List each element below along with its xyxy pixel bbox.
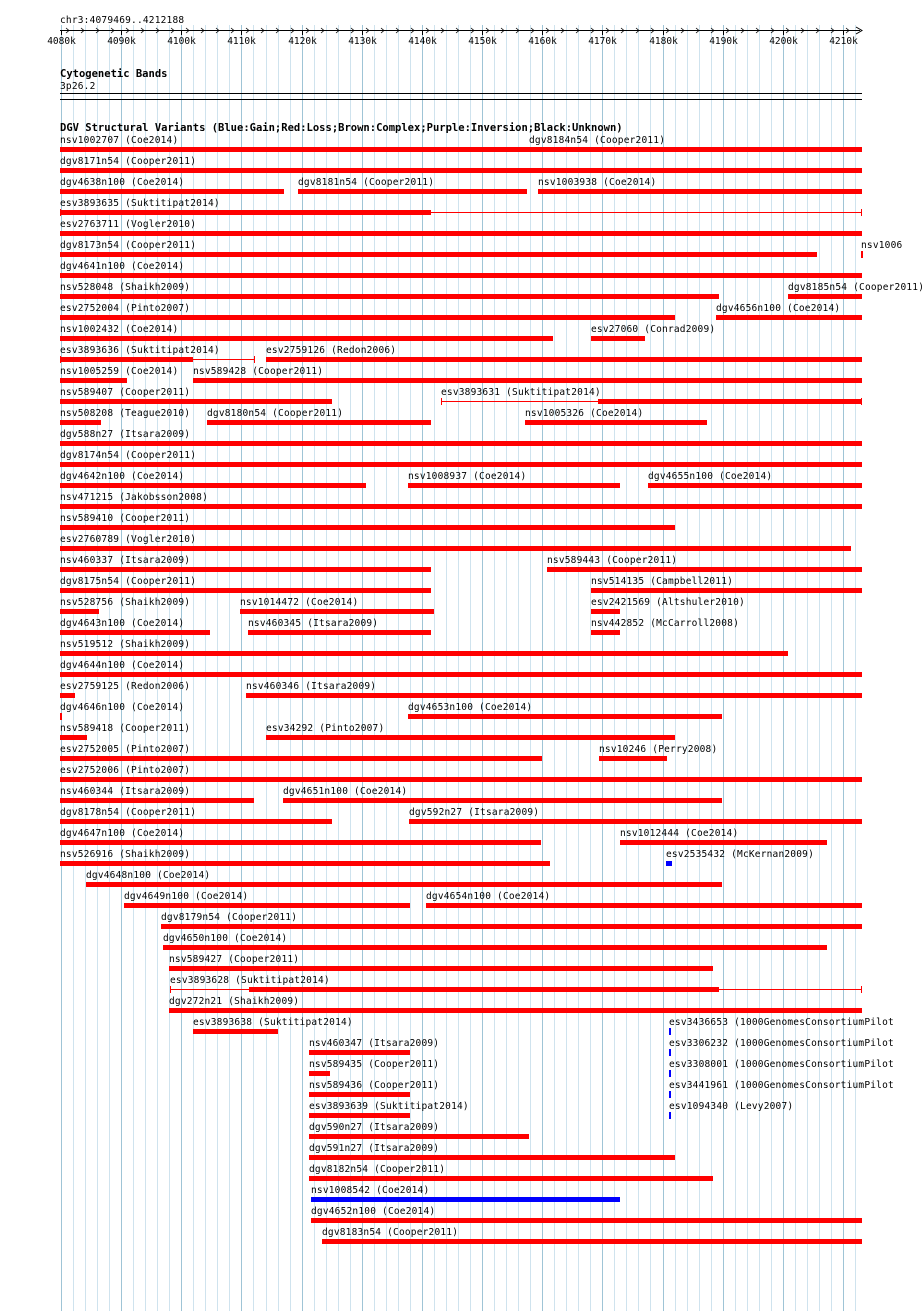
sv-feature-bar[interactable]: [620, 840, 827, 845]
sv-feature-label[interactable]: esv2535432 (McKernan2009): [666, 849, 814, 860]
sv-feature-bar[interactable]: [60, 713, 62, 720]
sv-feature-end-tick: [861, 398, 862, 405]
sv-feature-bar[interactable]: [311, 1197, 620, 1202]
sv-feature-label[interactable]: nsv10246 (Perry2008): [599, 744, 718, 755]
sv-feature-bar[interactable]: [669, 1028, 671, 1035]
sv-feature-bar[interactable]: [408, 714, 723, 719]
sv-feature-label[interactable]: dgv8178n54 (Cooper2011): [60, 807, 197, 818]
sv-feature-label[interactable]: dgv4655n100 (Coe2014): [648, 471, 773, 482]
sv-feature-bar[interactable]: [529, 147, 862, 152]
sv-feature-label[interactable]: dgv8179n54 (Cooper2011): [161, 912, 298, 923]
sv-feature-bar[interactable]: [60, 231, 862, 236]
sv-feature-bar[interactable]: [666, 861, 672, 866]
sv-feature-bar[interactable]: [60, 273, 862, 278]
sv-feature-label[interactable]: nsv589410 (Cooper2011): [60, 513, 191, 524]
sv-feature-label[interactable]: dgv4656n100 (Coe2014): [716, 303, 841, 314]
sv-feature-bar[interactable]: [60, 672, 862, 677]
sv-feature-label[interactable]: nsv1005259 (Coe2014): [60, 366, 179, 377]
coordinate-ruler[interactable]: [0, 0, 890, 60]
sv-feature-bar[interactable]: [788, 294, 862, 299]
sv-feature-bar[interactable]: [322, 1239, 862, 1244]
sv-feature-bar[interactable]: [716, 315, 862, 320]
sv-feature-bar[interactable]: [861, 251, 863, 258]
sv-feature-label[interactable]: esv3893639 (Suktitipat2014): [309, 1101, 469, 1112]
sv-feature-bar[interactable]: [161, 924, 862, 929]
sv-feature-label[interactable]: esv2759125 (Redon2006): [60, 681, 191, 692]
sv-feature-bar[interactable]: [60, 567, 431, 572]
ruler-tick-label: 4210k: [829, 36, 858, 47]
ruler-tick-label: 4190k: [709, 36, 738, 47]
ruler-tick-label: 4140k: [408, 36, 437, 47]
ruler-tick-label: 4200k: [769, 36, 798, 47]
sv-feature-label[interactable]: esv3436653 (1000GenomesConsortiumPilot: [669, 1017, 894, 1028]
sv-feature-bar[interactable]: [60, 483, 366, 488]
sv-feature-label[interactable]: nsv460347 (Itsara2009): [309, 1038, 440, 1049]
sv-feature-bar[interactable]: [60, 441, 862, 446]
sv-feature-bar[interactable]: [60, 336, 553, 341]
sv-feature-bar[interactable]: [193, 378, 862, 383]
sv-feature-bar[interactable]: [60, 630, 210, 635]
sv-feature-label[interactable]: esv3893628 (Suktitipat2014): [170, 975, 330, 986]
sv-feature-label[interactable]: dgv4638n100 (Coe2014): [60, 177, 185, 188]
sv-feature-bar[interactable]: [648, 483, 862, 488]
sv-feature-bar[interactable]: [60, 504, 862, 509]
sv-feature-label[interactable]: nsv1008542 (Coe2014): [311, 1185, 430, 1196]
sv-feature-end-tick: [60, 209, 61, 216]
sv-feature-label[interactable]: esv2752004 (Pinto2007): [60, 303, 191, 314]
sv-feature-label[interactable]: nsv519512 (Shaikh2009): [60, 639, 191, 650]
sv-feature-bar[interactable]: [60, 840, 541, 845]
sv-feature-label[interactable]: dgv8175n54 (Cooper2011): [60, 576, 197, 587]
sv-feature-label[interactable]: dgv4651n100 (Coe2014): [283, 786, 408, 797]
sv-feature-label[interactable]: nsv460337 (Itsara2009): [60, 555, 191, 566]
sv-feature-bar[interactable]: [240, 609, 434, 614]
sv-feature-bar[interactable]: [169, 966, 713, 971]
sv-feature-label[interactable]: nsv442852 (McCarroll2008): [591, 618, 739, 629]
sv-feature-label[interactable]: nsv471215 (Jakobsson2008): [60, 492, 208, 503]
ruler-tick-label: 4160k: [528, 36, 557, 47]
sv-feature-label[interactable]: dgv592n27 (Itsara2009): [409, 807, 540, 818]
sv-feature-bar[interactable]: [60, 777, 862, 782]
sv-feature-label[interactable]: nsv589436 (Cooper2011): [309, 1080, 440, 1091]
sv-feature-bar[interactable]: [60, 651, 788, 656]
sv-feature-label[interactable]: dgv4653n100 (Coe2014): [408, 702, 533, 713]
sv-feature-label[interactable]: dgv588n27 (Itsara2009): [60, 429, 191, 440]
ruler-tick-label: 4120k: [288, 36, 317, 47]
sv-feature-bar[interactable]: [60, 588, 431, 593]
sv-feature-label[interactable]: esv3893638 (Suktitipat2014): [193, 1017, 353, 1028]
sv-feature-label[interactable]: esv3893635 (Suktitipat2014): [60, 198, 220, 209]
sv-feature-bar[interactable]: [309, 1155, 675, 1160]
sv-feature-bar[interactable]: [591, 609, 621, 614]
ruler-tick-label: 4130k: [348, 36, 377, 47]
sv-feature-bar[interactable]: [591, 336, 645, 341]
sv-feature-end-tick: [254, 356, 255, 363]
sv-feature-label[interactable]: nsv1008937 (Coe2014): [408, 471, 527, 482]
sv-feature-label[interactable]: dgv8183n54 (Cooper2011): [322, 1227, 459, 1238]
sv-feature-label[interactable]: dgv4641n100 (Coe2014): [60, 261, 185, 272]
sv-feature-bar[interactable]: [60, 798, 254, 803]
sv-feature-label[interactable]: dgv590n27 (Itsara2009): [309, 1122, 440, 1133]
sv-feature-bar[interactable]: [298, 189, 528, 194]
sv-feature-bar[interactable]: [309, 1134, 529, 1139]
ruler-tick-label: 4150k: [468, 36, 497, 47]
ruler-tick-label: 4180k: [649, 36, 678, 47]
ruler-tick-label: 4170k: [588, 36, 617, 47]
sv-feature-bar[interactable]: [60, 546, 851, 551]
sv-feature-bar[interactable]: [309, 1113, 411, 1118]
sv-feature-label[interactable]: dgv4649n100 (Coe2014): [124, 891, 249, 902]
sv-feature-bar[interactable]: [60, 357, 193, 362]
sv-feature-bar[interactable]: [60, 525, 675, 530]
track-divider: [60, 99, 862, 100]
sv-feature-label[interactable]: dgv591n27 (Itsara2009): [309, 1143, 440, 1154]
ruler-tick-label: 4090k: [107, 36, 136, 47]
sv-feature-label[interactable]: nsv589435 (Cooper2011): [309, 1059, 440, 1070]
sv-feature-bar[interactable]: [266, 735, 675, 740]
sv-feature-label[interactable]: dgv8174n54 (Cooper2011): [60, 450, 197, 461]
sv-feature-label[interactable]: nsv1012444 (Coe2014): [620, 828, 739, 839]
sv-feature-end-tick: [861, 986, 862, 993]
sv-feature-label[interactable]: dgv8182n54 (Cooper2011): [309, 1164, 446, 1175]
sv-feature-label[interactable]: esv2759126 (Redon2006): [266, 345, 397, 356]
sv-feature-bar[interactable]: [599, 756, 667, 761]
sv-feature-label[interactable]: esv1094340 (Levy2007): [669, 1101, 794, 1112]
sv-feature-label[interactable]: nsv526916 (Shaikh2009): [60, 849, 191, 860]
sv-feature-label[interactable]: esv34292 (Pinto2007): [266, 723, 385, 734]
sv-feature-bar[interactable]: [591, 630, 621, 635]
sv-feature-bar[interactable]: [426, 903, 862, 908]
sv-feature-label[interactable]: esv3441961 (1000GenomesConsortiumPilot: [669, 1080, 894, 1091]
sv-feature-bar[interactable]: [60, 252, 817, 257]
sv-feature-label[interactable]: dgv4652n100 (Coe2014): [311, 1206, 436, 1217]
sv-feature-bar[interactable]: [60, 189, 284, 194]
sv-feature-bar[interactable]: [193, 1029, 278, 1034]
sv-feature-bar[interactable]: [669, 1112, 671, 1119]
sv-feature-label[interactable]: nsv589427 (Cooper2011): [169, 954, 300, 965]
sv-feature-label[interactable]: nsv589418 (Cooper2011): [60, 723, 191, 734]
sv-feature-label[interactable]: dgv4644n100 (Coe2014): [60, 660, 185, 671]
sv-feature-bar[interactable]: [309, 1050, 411, 1055]
sv-feature-bar[interactable]: [248, 630, 431, 635]
sv-feature-label[interactable]: esv3308001 (1000GenomesConsortiumPilot: [669, 1059, 894, 1070]
sv-feature-label[interactable]: nsv1005326 (Coe2014): [525, 408, 644, 419]
sv-feature-label[interactable]: dgv4648n100 (Coe2014): [86, 870, 211, 881]
sv-feature-bar[interactable]: [60, 210, 431, 215]
sv-feature-label[interactable]: dgv4643n100 (Coe2014): [60, 618, 185, 629]
sv-feature-bar[interactable]: [124, 903, 410, 908]
sv-feature-bar[interactable]: [60, 294, 719, 299]
sv-feature-bar[interactable]: [60, 420, 101, 425]
cytoband-track-title: Cytogenetic Bands: [60, 68, 168, 80]
sv-feature-bar[interactable]: [311, 1218, 862, 1223]
sv-feature-bar[interactable]: [60, 756, 542, 761]
ruler-tick-label: 4100k: [167, 36, 196, 47]
sv-feature-label[interactable]: dgv8180n54 (Cooper2011): [207, 408, 344, 419]
sv-feature-bar[interactable]: [60, 399, 332, 404]
sv-feature-label[interactable]: nsv460345 (Itsara2009): [248, 618, 379, 629]
sv-feature-label[interactable]: dgv4646n100 (Coe2014): [60, 702, 185, 713]
sv-feature-bar[interactable]: [60, 693, 75, 698]
sv-feature-label[interactable]: nsv589428 (Cooper2011): [193, 366, 324, 377]
sv-feature-label[interactable]: nsv589407 (Cooper2011): [60, 387, 191, 398]
sv-feature-bar[interactable]: [669, 1091, 671, 1098]
sv-feature-bar[interactable]: [60, 462, 862, 467]
sv-feature-label[interactable]: esv3893631 (Suktitipat2014): [441, 387, 601, 398]
sv-feature-label[interactable]: nsv528756 (Shaikh2009): [60, 597, 191, 608]
sv-feature-label[interactable]: dgv4654n100 (Coe2014): [426, 891, 551, 902]
sv-feature-label[interactable]: nsv460346 (Itsara2009): [246, 681, 377, 692]
sv-feature-label[interactable]: nsv589443 (Cooper2011): [547, 555, 678, 566]
sv-feature-label[interactable]: nsv1002432 (Coe2014): [60, 324, 179, 335]
sv-feature-bar[interactable]: [169, 1008, 862, 1013]
sv-feature-label[interactable]: nsv508208 (Teague2010): [60, 408, 191, 419]
sv-feature-bar[interactable]: [283, 798, 722, 803]
sv-feature-bar[interactable]: [669, 1049, 671, 1056]
sv-feature-label[interactable]: nsv460344 (Itsara2009): [60, 786, 191, 797]
sv-feature-bar[interactable]: [591, 588, 862, 593]
sv-feature-bar[interactable]: [525, 420, 707, 425]
cytoband-name: 3p26.2: [60, 81, 96, 92]
sv-feature-label[interactable]: nsv1006: [861, 240, 903, 251]
sv-feature-label[interactable]: nsv528048 (Shaikh2009): [60, 282, 191, 293]
sv-feature-label[interactable]: dgv4647n100 (Coe2014): [60, 828, 185, 839]
sv-feature-bar[interactable]: [409, 819, 862, 824]
sv-feature-bar[interactable]: [538, 189, 862, 194]
sv-feature-label[interactable]: nsv1002707 (Coe2014): [60, 135, 179, 146]
sv-feature-label[interactable]: esv27060 (Conrad2009): [591, 324, 716, 335]
sv-feature-bar[interactable]: [207, 420, 431, 425]
sv-feature-label[interactable]: dgv4650n100 (Coe2014): [163, 933, 288, 944]
locus-label: chr3:4079469..4212188: [60, 15, 185, 26]
sv-feature-label[interactable]: esv2421569 (Altshuler2010): [591, 597, 745, 608]
sv-feature-label[interactable]: esv2752006 (Pinto2007): [60, 765, 191, 776]
dgv-track-title: DGV Structural Variants (Blue:Gain;Red:Loss;Brown:Complex;Purple:Inversion;Black:Unknown): [60, 122, 623, 134]
sv-feature-bar[interactable]: [60, 168, 862, 173]
sv-feature-bar[interactable]: [60, 315, 675, 320]
sv-feature-bar[interactable]: [163, 945, 827, 950]
sv-feature-label[interactable]: dgv272n21 (Shaikh2009): [169, 996, 300, 1007]
sv-feature-label[interactable]: dgv8185n54 (Cooper2011): [788, 282, 924, 293]
sv-feature-end-tick: [60, 356, 61, 363]
sv-feature-label[interactable]: esv3306232 (1000GenomesConsortiumPilot: [669, 1038, 894, 1049]
sv-feature-bar[interactable]: [60, 609, 99, 614]
sv-feature-bar[interactable]: [547, 567, 862, 572]
sv-feature-bar[interactable]: [60, 735, 87, 740]
sv-feature-end-tick: [170, 986, 171, 993]
cytoband-band-line[interactable]: [60, 93, 862, 94]
sv-feature-bar[interactable]: [309, 1071, 330, 1076]
sv-feature-bar[interactable]: [60, 378, 127, 383]
ruler-tick-label: 4080k: [47, 36, 76, 47]
sv-feature-label[interactable]: esv2752005 (Pinto2007): [60, 744, 191, 755]
sv-feature-label[interactable]: nsv1003938 (Coe2014): [538, 177, 657, 188]
sv-feature-bar[interactable]: [60, 861, 550, 866]
sv-feature-bar[interactable]: [266, 357, 862, 362]
sv-feature-bar[interactable]: [669, 1070, 671, 1077]
sv-feature-label[interactable]: dgv4642n100 (Coe2014): [60, 471, 185, 482]
sv-feature-bar[interactable]: [246, 693, 862, 698]
sv-feature-label[interactable]: nsv1014472 (Coe2014): [240, 597, 359, 608]
ruler-tick-label: 4110k: [227, 36, 256, 47]
sv-feature-bar[interactable]: [249, 987, 719, 992]
sv-feature-label[interactable]: dgv8181n54 (Cooper2011): [298, 177, 435, 188]
sv-feature-label[interactable]: esv2763711 (Vogler2010): [60, 219, 197, 230]
sv-feature-end-tick: [861, 209, 862, 216]
sv-feature-label[interactable]: dgv8184n54 (Cooper2011): [529, 135, 666, 146]
sv-feature-label[interactable]: dgv8171n54 (Cooper2011): [60, 156, 197, 167]
sv-feature-label[interactable]: nsv514135 (Campbell2011): [591, 576, 734, 587]
sv-feature-label[interactable]: esv3893636 (Suktitipat2014): [60, 345, 220, 356]
sv-feature-bar[interactable]: [309, 1092, 411, 1097]
sv-feature-bar[interactable]: [408, 483, 621, 488]
sv-feature-label[interactable]: esv2760789 (Vogler2010): [60, 534, 197, 545]
sv-feature-label[interactable]: dgv8173n54 (Cooper2011): [60, 240, 197, 251]
sv-feature-bar[interactable]: [86, 882, 722, 887]
sv-feature-end-tick: [441, 398, 442, 405]
sv-feature-bar[interactable]: [598, 399, 862, 404]
sv-feature-bar[interactable]: [60, 819, 332, 824]
sv-feature-bar[interactable]: [309, 1176, 713, 1181]
